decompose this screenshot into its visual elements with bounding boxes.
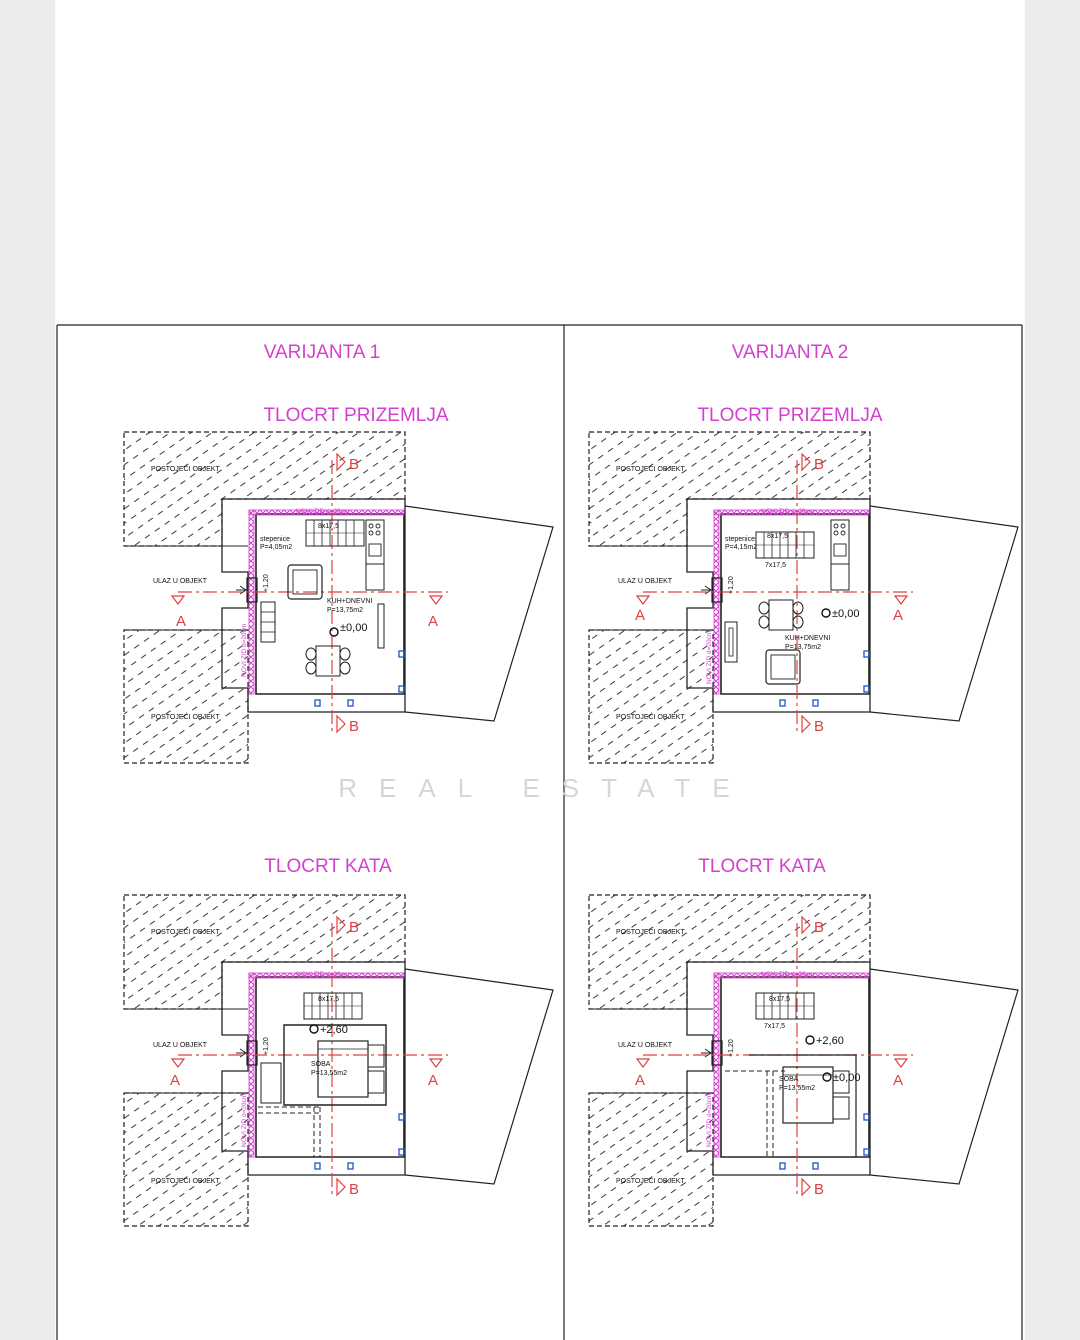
existing-building-label: POSTOJEĆI OBJEKT	[151, 466, 220, 473]
new-wall-label: NOVI ZID d=20cm	[761, 508, 815, 515]
stairs-area: P=4,15m2	[725, 544, 758, 551]
section-a-label: A	[893, 607, 904, 624]
new-wall-label: NOVI ZID d=20cm	[241, 1093, 248, 1147]
section-a-label: A	[170, 1072, 181, 1089]
variant-1-title: VARIJANTA 1	[263, 342, 381, 363]
stair-note: 8x17,5	[767, 533, 789, 540]
existing-building-label: POSTOJEĆI OBJEKT	[616, 929, 685, 936]
stair-note: 7x17,5	[764, 1023, 786, 1030]
variant-1-ground-title: TLOCRT PRIZEMLJA	[263, 405, 449, 426]
entrance-label: ULAZ U OBJEKT	[153, 578, 208, 585]
plan-v2-floor	[589, 895, 1018, 1226]
section-a-label: A	[428, 613, 439, 630]
section-b-label: B	[349, 456, 360, 473]
variant-1-floor-title: TLOCRT KATA	[264, 856, 392, 877]
section-b-label: B	[349, 1181, 360, 1198]
entrance-label: ULAZ U OBJEKT	[618, 1042, 673, 1049]
new-wall-label: NOVI ZID d=20cm	[296, 508, 350, 515]
stair-note: 8x17,5	[318, 523, 340, 530]
new-wall-label: NOVI ZID d=20cm	[706, 630, 713, 684]
stair-note: 8x17,5	[318, 996, 340, 1003]
section-b-label: B	[814, 718, 825, 735]
existing-building-label: POSTOJEĆI OBJEKT	[616, 714, 685, 721]
plan-v2-ground	[589, 432, 1018, 763]
existing-building-label: POSTOJEĆI OBJEKT	[616, 1178, 685, 1185]
variant-2-title: VARIJANTA 2	[731, 342, 849, 363]
section-a-label: A	[893, 1072, 904, 1089]
existing-building-label: POSTOJEĆI OBJEKT	[616, 466, 685, 473]
room-area: P=13,55m2	[779, 1085, 815, 1092]
plan-v1-floor	[124, 895, 553, 1226]
room-area: P=13,55m2	[311, 1070, 347, 1077]
section-a-label: A	[428, 1072, 439, 1089]
level-entry: +1,20	[728, 1039, 735, 1057]
level-ground: ±0,00	[832, 608, 860, 620]
level-entry: +1,20	[263, 574, 270, 592]
new-wall-label: NOVI ZID d=20cm	[241, 623, 248, 677]
level-ground: ±0,00	[340, 622, 368, 634]
room-name: SOBA	[311, 1061, 331, 1068]
kitchen-area: P=13,75m2	[785, 644, 821, 651]
section-b-label: B	[349, 919, 360, 936]
stair-note: 8x17,5	[769, 996, 791, 1003]
section-b-label: B	[814, 919, 825, 936]
stairs-area: P=4,05m2	[260, 544, 293, 551]
level-floor: +2,60	[320, 1024, 348, 1036]
stairs-name: stepenice	[725, 536, 755, 543]
section-a-label: A	[635, 1072, 646, 1089]
section-b-label: B	[814, 456, 825, 473]
stair-note: 7x17,5	[765, 562, 787, 569]
watermark-text: REAL ESTATE	[338, 773, 752, 803]
level-entry: +1,20	[728, 576, 735, 594]
variant-2-ground-title: TLOCRT PRIZEMLJA	[697, 405, 883, 426]
kitchen-area: P=13,75m2	[327, 607, 363, 614]
kitchen-name: KUH+DNEVNI	[785, 635, 831, 642]
new-wall-label: NOVI ZID d=20cm	[706, 1093, 713, 1147]
section-b-label: B	[814, 1181, 825, 1198]
variant-2-floor-title: TLOCRT KATA	[698, 856, 826, 877]
stairs-name: stepenice	[260, 536, 290, 543]
kitchen-name: KUH+DNEVNI	[327, 598, 373, 605]
new-wall-label: NOVI ZID d=20cm	[761, 971, 815, 978]
section-a-label: A	[176, 613, 187, 630]
plan-v1-ground	[124, 432, 553, 763]
entrance-label: ULAZ U OBJEKT	[153, 1042, 208, 1049]
level-ground: ±0,00	[833, 1072, 861, 1084]
section-b-label: B	[349, 718, 360, 735]
existing-building-label: POSTOJEĆI OBJEKT	[151, 1178, 220, 1185]
new-wall-label: NOVI ZID d=20cm	[296, 971, 350, 978]
entrance-label: ULAZ U OBJEKT	[618, 578, 673, 585]
existing-building-label: POSTOJEĆI OBJEKT	[151, 929, 220, 936]
room-name: SOBA	[779, 1076, 799, 1083]
section-a-label: A	[635, 607, 646, 624]
level-floor: +2,60	[816, 1035, 844, 1047]
existing-building-label: POSTOJEĆI OBJEKT	[151, 714, 220, 721]
level-entry: +1,20	[263, 1037, 270, 1055]
